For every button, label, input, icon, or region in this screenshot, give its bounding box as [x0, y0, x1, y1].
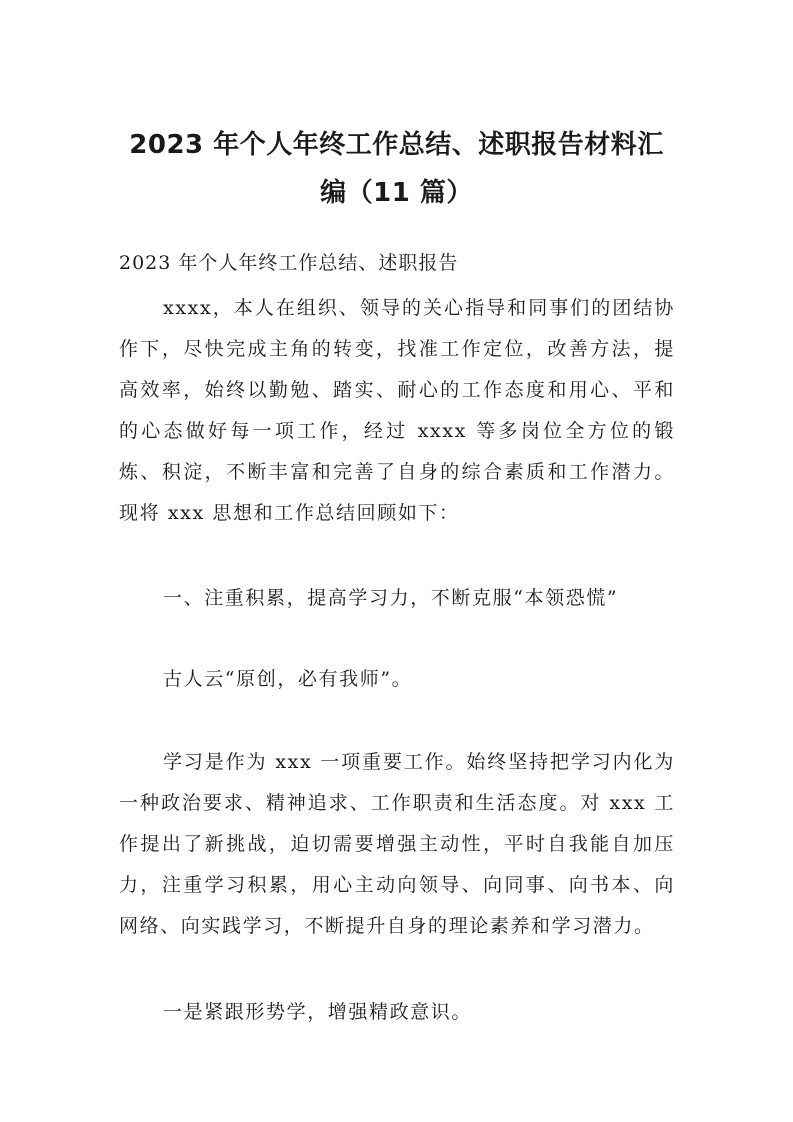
section-subtitle: 2023 年个人年终工作总结、述职报告	[119, 252, 459, 274]
body-paragraph-study: 学习是作为 xxx 一项重要工作。始终坚持把学习内化为一种政治要求、精神追求、工作职责和生活态度。对 xxx 工作提出了新挑战，迫切需要增强主动性，平时自我能自加压力，注重学习积累，用心主动向领导、向同事、向书本、向网络、向实践学习，不断提升自身的理论素养和学习潜力。	[119, 751, 675, 937]
document-title-line-2: 编（11 篇）	[320, 178, 473, 208]
body-paragraph-intro: xxxx，本人在组织、领导的关心指导和同事们的团结协作下，尽快完成主角的转变，找准工作定位，改善方法，提高效率，始终以勤勉、踏实、耐心的工作态度和用心、平和的心态做好每一项工作，经过 xxxx 等多岗位全方位的锻炼、积淀，不断丰富和完善了自身的综合素质和工作潜力。现将 xxx 思想和工作总结回顾如下：	[119, 297, 675, 524]
document-title-line-1: 2023 年个人年终工作总结、述职报告材料汇	[129, 130, 664, 160]
section-heading-1: 一、注重积累，提高学习力，不断克服“本领恐慌”	[163, 587, 619, 609]
subsection-heading-1: 一是紧跟形势学，增强精政意识。	[163, 1001, 473, 1023]
body-paragraph-quote: 古人云“原创，必有我师”。	[163, 668, 413, 690]
